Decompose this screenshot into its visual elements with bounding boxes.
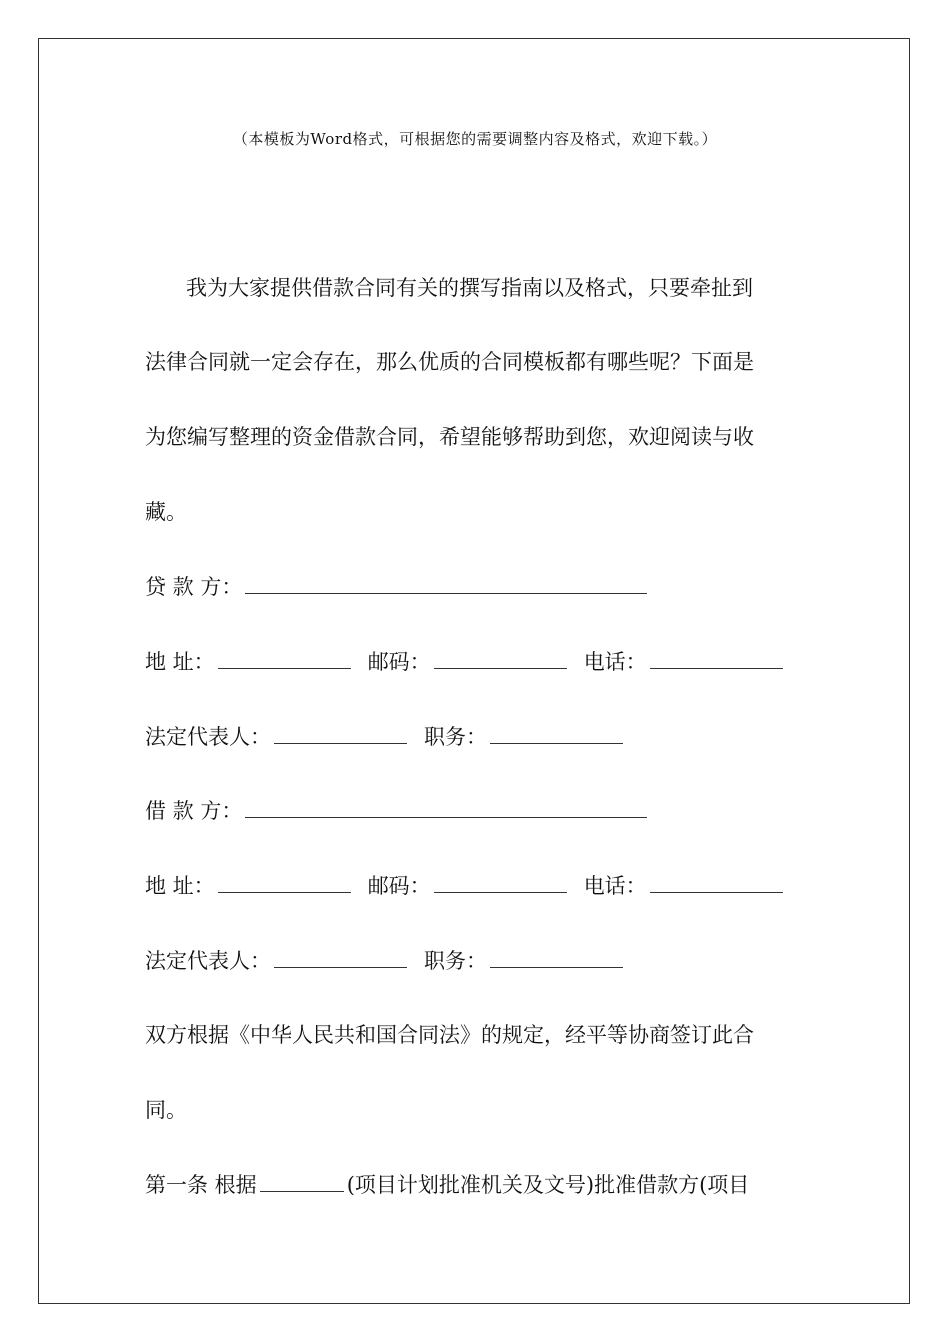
lender-rep-label: 法定代表人： [145,725,271,749]
article-1-line [145,1170,749,1200]
article-1-prefix: 第一条 根据 [145,1173,257,1197]
borrower-party-row [145,796,650,826]
lender-postcode-label: 邮码： [367,650,431,674]
borrower-rep-label: 法定代表人： [145,949,271,973]
agreement-line-1: 双方根据《中华人民共和国合同法》的规定，经平等协商签订此合 [145,1023,754,1047]
borrower-phone-label: 电话： [583,874,647,898]
borrower-address-label: 地 址： [145,874,215,898]
borrower-postcode-label: 邮码： [367,874,431,898]
borrower-party-label: 借 款 方： [145,799,243,823]
borrower-contact-row [145,871,786,901]
lender-rep-row [145,722,626,752]
intro-line-1: 我为大家提供借款合同有关的撰写指南以及格式，只要牵扯到 [186,276,753,300]
borrower-title-label: 职务： [424,949,487,973]
borrower-rep-field[interactable] [274,947,407,968]
lender-postcode-field[interactable] [434,648,567,669]
article-1-approval-field[interactable] [260,1171,344,1192]
lender-title-field[interactable] [490,723,623,744]
template-note: （本模板为Word格式，可根据您的需要调整内容及格式，欢迎下载。） [232,130,718,148]
intro-line-4: 藏。 [145,500,187,524]
lender-phone-field[interactable] [650,648,783,669]
borrower-postcode-field[interactable] [434,872,567,893]
lender-contact-row [145,647,786,677]
agreement-line-2: 同。 [145,1098,187,1122]
lender-name-field[interactable] [245,573,647,594]
borrower-title-field[interactable] [490,947,623,968]
borrower-address-field[interactable] [218,872,351,893]
borrower-name-field[interactable] [245,797,647,818]
article-1-suffix: (项目计划批准机关及文号)批准借款方(项目 [346,1173,750,1197]
intro-line-3: 为您编写整理的资金借款合同，希望能够帮助到您，欢迎阅读与收 [145,425,754,449]
lender-title-label: 职务： [424,725,487,749]
lender-phone-label: 电话： [583,650,647,674]
lender-party-row [145,572,650,602]
lender-address-label: 地 址： [145,650,215,674]
borrower-phone-field[interactable] [650,872,783,893]
borrower-rep-row [145,946,626,976]
intro-line-2: 法律合同就一定会存在，那么优质的合同模板都有哪些呢？下面是 [145,350,754,374]
lender-rep-field[interactable] [274,723,407,744]
lender-party-label: 贷 款 方： [145,575,243,599]
lender-address-field[interactable] [218,648,351,669]
